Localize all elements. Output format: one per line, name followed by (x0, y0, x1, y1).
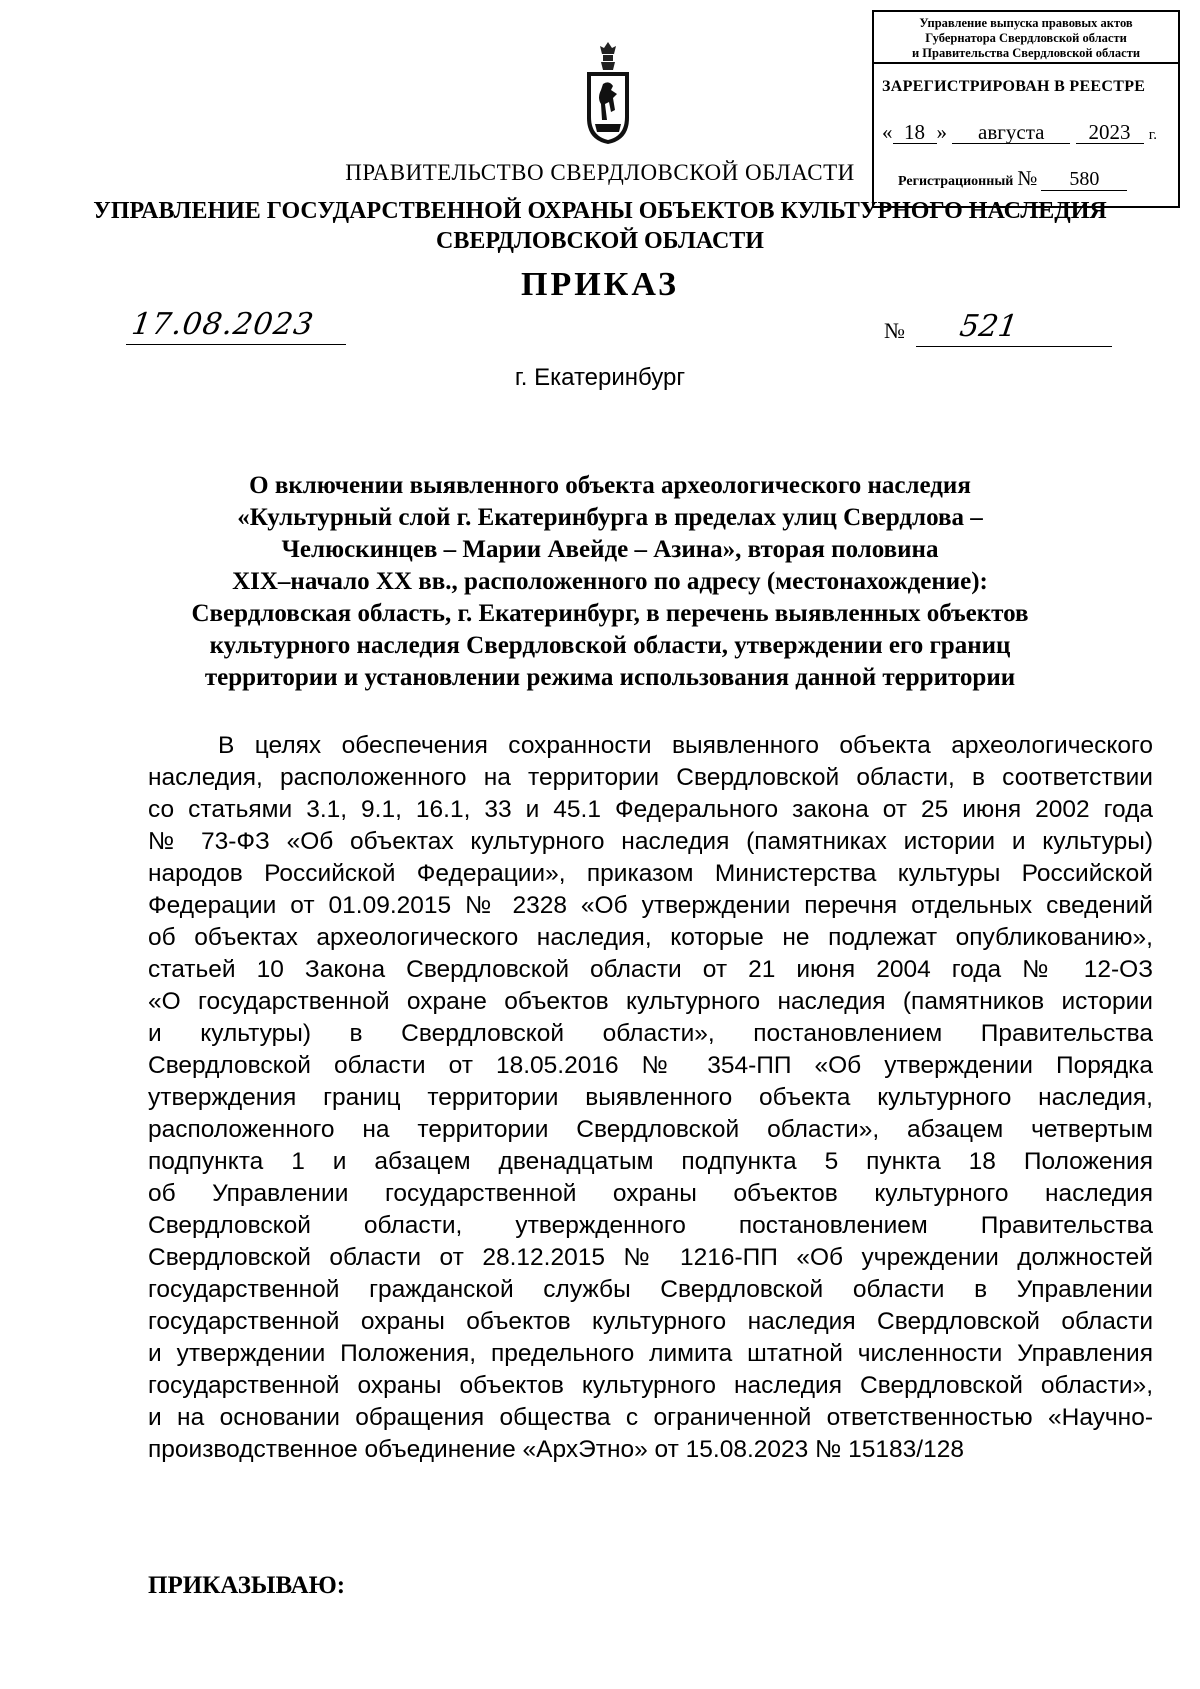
body-line: со статьями 3.1, 9.1, 16.1, 33 и 45.1 Федерального закона от 25 июня 2002 года (148, 796, 1153, 823)
sverdlovsk-coat-of-arms-icon (583, 40, 633, 146)
subject-line: Свердловская область, г. Екатеринбург, в перечень выявленных объектов (191, 600, 1029, 627)
body-line: Свердловской области, утвержденного постановлением Правительства (148, 1212, 1153, 1239)
department-line: СВЕРДЛОВСКОЙ ОБЛАСТИ (436, 228, 764, 254)
stamp-date-month: августа (952, 121, 1070, 144)
body-line: расположенного на территории Свердловской области», абзацем четвертым (148, 1116, 1153, 1143)
department-line: УПРАВЛЕНИЕ ГОСУДАРСТВЕННОЙ ОХРАНЫ ОБЪЕКТОВ КУЛЬТУРНОГО НАСЛЕДИЯ (93, 198, 1107, 224)
stamp-registered-label: ЗАРЕГИСТРИРОВАН В РЕЕСТРЕ (882, 78, 1146, 95)
document-subject (140, 470, 1080, 694)
department-name (0, 196, 1200, 256)
stamp-no-sign: № (1017, 166, 1038, 190)
stamp-header-line: Управление выпуска правовых актов (919, 16, 1133, 30)
order-date (126, 304, 346, 345)
body-line: утверждения границ территории выявленного объекта культурного наследия, (148, 1084, 1153, 1111)
body-line: подпункта 1 и абзацем двенадцатым подпункта 5 пункта 18 Положения (148, 1148, 1153, 1175)
decree-word: ПРИКАЗЫВАЮ: (148, 1572, 346, 1599)
subject-line: «Культурный слой г. Екатеринбурга в пределах улиц Свердлова – (237, 504, 983, 531)
body-line: Свердловской области от 28.12.2015 № 1216-ПП «Об учреждении должностей (148, 1244, 1153, 1271)
body-line: В целях обеспечения сохранности выявленного объекта археологического (218, 732, 1153, 759)
body-line: № 73-ФЗ «Об объектах культурного наследия (памятниках истории и культуры) (148, 828, 1153, 855)
order-date-handwritten: 17.08.2023 (129, 307, 317, 342)
stamp-header (874, 12, 1178, 64)
body-line: об Управлении государственной охраны объектов культурного наследия (148, 1180, 1153, 1207)
body-line: государственной охраны объектов культурного наследия Свердловской области (148, 1308, 1153, 1335)
body-line: Федерации от 01.09.2015 № 2328 «Об утверждении перечня отдельных сведений (148, 892, 1153, 919)
stamp-reg-label: Регистрационный (898, 174, 1014, 189)
stamp-reg-value: 580 (1041, 168, 1127, 191)
stamp-date-day: 18 (893, 121, 937, 144)
stamp-header-line: и Правительства Свердловской области (911, 46, 1141, 60)
body-line: и культуры) в Свердловской области», постановлением Правительства (148, 1020, 1153, 1047)
body-line: государственной охраны объектов культурного наследия Свердловской области», (148, 1372, 1153, 1399)
stamp-header-line: Губернатора Свердловской области (925, 31, 1127, 45)
subject-line: территории и установлении режима использования данной территории (204, 664, 1016, 691)
body-line: и утверждении Положения, предельного лимита штатной численности Управления (148, 1340, 1153, 1367)
document-type: ПРИКАЗ (521, 266, 679, 303)
body-line: народов Российской Федерации», приказом Министерства культуры Российской (148, 860, 1153, 887)
body-line: и на основании обращения общества с ограниченной ответственностью «Научно- (148, 1404, 1153, 1431)
city: г. Екатеринбург (514, 364, 686, 391)
stamp-date-suffix: г. (1148, 127, 1157, 143)
subject-line: культурного наследия Свердловской области, утверждении его границ (209, 632, 1011, 659)
body-line: государственной гражданской службы Свердловской области в Управлении (148, 1276, 1153, 1303)
subject-line: О включении выявленного объекта археологического наследия (249, 472, 971, 499)
body-paragraph (148, 730, 1153, 1466)
body-line: об объектах археологического наследия, которые не подлежат опубликованию», (148, 924, 1153, 951)
order-no-sign: № (884, 318, 905, 343)
stamp-date: « 18 » августа 2023 г. (882, 120, 1157, 144)
body-line: «О государственной охране объектов культурного наследия (памятников истории (148, 988, 1153, 1015)
body-line: Свердловской области от 18.05.2016 № 354-ПП «Об утверждении Порядка (148, 1052, 1153, 1079)
subject-line: XIX–начало XX вв., расположенного по адресу (местонахождение): (232, 568, 988, 595)
government-name: ПРАВИТЕЛЬСТВО СВЕРДЛОВСКОЙ ОБЛАСТИ (345, 160, 855, 185)
body-line: наследия, расположенного на территории Свердловской области, в соответствии (148, 764, 1153, 791)
body-line: статьей 10 Закона Свердловской области от 21 июня 2004 года № 12-ОЗ (148, 956, 1153, 983)
subject-line: Челюскинцев – Марии Авейде – Азина», вторая половина (281, 536, 939, 563)
order-number-handwritten: 521 (957, 309, 1020, 344)
stamp-date-year: 2023 (1076, 121, 1144, 144)
body-line: производственное объединение «АрхЭтно» от 15.08.2023 № 15183/128 (148, 1436, 964, 1463)
order-number (916, 308, 1112, 347)
